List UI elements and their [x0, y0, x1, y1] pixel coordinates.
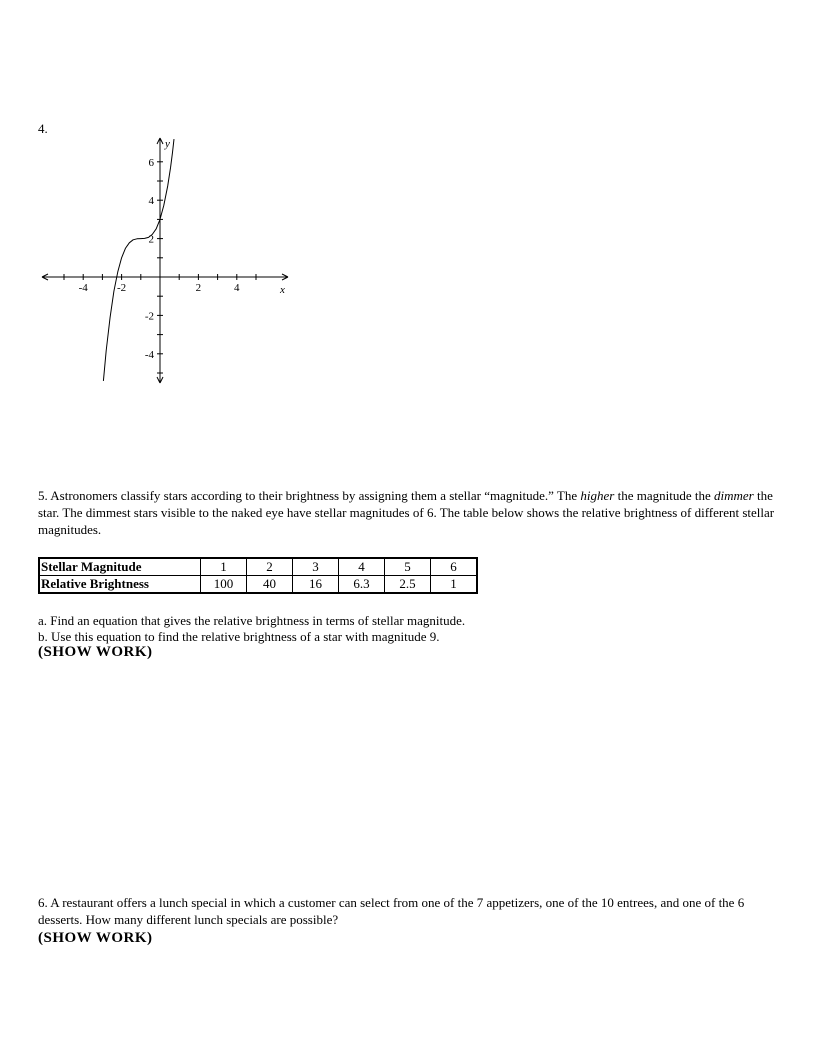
- x-tick-label: -2: [117, 282, 127, 294]
- problem-5-part-b: b. Use this equation to find the relative brightness of a star with magnitude 9.: [38, 629, 440, 644]
- table-cell: 40: [247, 576, 293, 594]
- y-tick-label: 4: [148, 195, 154, 208]
- table-cell: 1: [201, 558, 247, 576]
- problem-5-text-part: the magnitude the: [614, 488, 714, 503]
- x-tick-label: -4: [78, 282, 88, 294]
- problem-6-show-work-label: (SHOW WORK): [38, 930, 153, 946]
- table-cell: 2: [247, 558, 293, 576]
- y-tick-label: -2: [144, 310, 154, 323]
- y-tick-label: -4: [144, 348, 154, 361]
- y-axis-label: y: [165, 138, 170, 150]
- problem-6-text: 6. A restaurant offers a lunch special in which a customer can select from one of the 7 appetizers, one of the 10 entrees, and one of the 6 desserts. How many different lunch specials are possible?: [38, 895, 745, 927]
- table-cell: 6: [431, 558, 478, 576]
- problem-5-text-part: 5. Astronomers classify stars according to their brightness by assigning them a stellar “magnitude.” The: [38, 488, 581, 503]
- problem-4-number: 4.: [38, 121, 48, 136]
- problem-5-part-a: a. Find an equation that gives the relative brightness in terms of stellar magnitude.: [38, 613, 466, 628]
- row-header-stellar-magnitude: Stellar Magnitude: [39, 558, 201, 576]
- x-axis-label: x: [280, 284, 285, 296]
- table-cell: 4: [339, 558, 385, 576]
- table-cell: 2.5: [385, 576, 431, 594]
- y-tick-label: 2: [148, 233, 154, 246]
- table-cell: 6.3: [339, 576, 385, 594]
- y-tick-label: 6: [148, 156, 154, 169]
- problem-5-italic-higher: higher: [580, 488, 615, 503]
- problem-5-show-work-label: (SHOW WORK): [38, 644, 153, 660]
- table-cell: 1: [431, 576, 478, 594]
- table-cell: 5: [385, 558, 431, 576]
- x-tick-label: 2: [195, 282, 202, 294]
- x-tick-label: 4: [234, 282, 240, 294]
- brightness-table: [38, 557, 478, 594]
- row-header-relative-brightness: Relative Brightness: [39, 576, 201, 594]
- table-cell: 3: [293, 558, 339, 576]
- problem-5-italic-dimmer: dimmer: [713, 488, 754, 503]
- table-cell: 100: [201, 576, 247, 594]
- problem-5-text-part: the star. The dimmest stars visible to the naked eye have stellar magnitudes of 6. The table below shows the relative brightness of different stellar magnitudes.: [38, 488, 775, 537]
- table-cell: 16: [293, 576, 339, 594]
- table-row-brightness: [39, 576, 477, 594]
- problem-5-text: [38, 487, 790, 538]
- function-graph: [40, 133, 290, 385]
- cubic-curve: [103, 139, 174, 381]
- table-row-magnitude: [39, 558, 477, 576]
